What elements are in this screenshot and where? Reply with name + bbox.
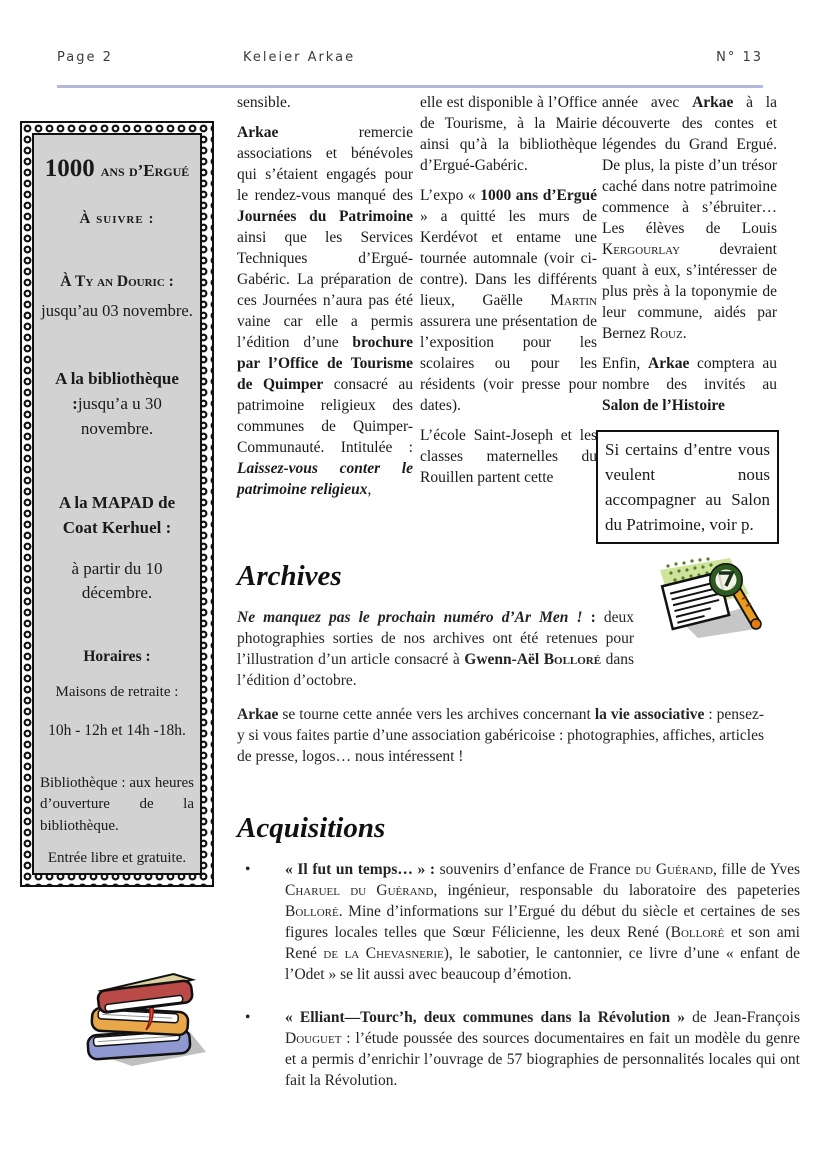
sidebar-douric-date: jusqu’au 03 novembre.: [41, 301, 193, 321]
sidebar-hours-value: 10h - 12h et 14h -18h.: [48, 722, 186, 740]
acquisitions-heading: Acquisitions: [237, 812, 386, 844]
acquisition-item-1: • « Il fut un temps… » : souvenirs d’enfance de France du Guérand, fille de Yves Charuel du Guérand, ingénieur, responsable du laboratoire des papeteries Bolloré. Mine d’informations sur l’Ergué du début du siècle et certaines de ses figures locales telles que Sœur Félicienne, les deux René (Bolloré et son ami René de la Chevasnerie), le sabotier, le cantonnier, ce livre d’une « enfant de l’Odet » se lit aussi avec beaucoup d’émotion.: [237, 859, 800, 985]
column3-paragraph-2: Enfin, Arkae comptera au nombre des invités au Salon de l’Histoire: [602, 355, 777, 414]
sidebar-library-entry: A la bibliothèque :jusqu’a u 30 novembre.: [55, 369, 179, 438]
article-column-3: [602, 92, 777, 544]
books-stack-clipart: [72, 960, 212, 1072]
sidebar-retirement-homes: Maisons de retraite :: [55, 684, 179, 701]
column2-paragraph-3: L’école Saint-Joseph et les classes maternelles du Rouillen partent cette: [420, 427, 597, 486]
archives-heading: Archives: [237, 560, 342, 592]
header-rule: [57, 85, 763, 88]
sidebar-subtitle: À suivre :: [79, 211, 155, 228]
acquisition-item-2: • « Elliant—Tourc’h, deux communes dans la Révolution » de Jean-François Douguet : l’étude poussée des sources documentaires en fait un modèle du genre et a permis d’enrichir l’ouvrage de 57 biographies de personnalités locales qui ont fait la Révolution.: [237, 1007, 800, 1091]
column2-paragraph-1: elle est disponible à l’Office de Tourisme, à la Mairie ainsi qu’à la bibliothèque d’Ergué-Gabéric.: [420, 94, 597, 174]
sidebar-mapad-date: à partir du 10 décembre.: [71, 558, 163, 603]
sidebar-title: [40, 151, 194, 187]
sidebar-mapad-title: A la MAPAD de Coat Kerhuel :: [58, 493, 176, 537]
sidebar-title-text: ans d’Ergué: [100, 161, 190, 180]
newsletter-title: Keleier Arkae: [243, 50, 356, 65]
column3-paragraph-1: année avec Arkae à la découverte des contes et légendes du Grand Ergué. De plus, la piste d’un trésor caché dans notre patrimoine commence à s’ébruiter… Les élèves de Louis Kergourlay devraient quant à eux, s’intéresser de plus près à la toponymie de leur commune, aidés par Bernez Rouz.: [602, 94, 777, 342]
salon-notice-box: Si certains d’entre vous veulent nous accompagner au Salon du Patrimoine, voir p.: [596, 430, 779, 544]
document-magnifier-clipart: [646, 554, 764, 642]
page-header: [0, 50, 818, 68]
sidebar-title-number: 1000: [44, 155, 95, 182]
sidebar-library-hours: Bibliothèque : aux heures d’ouverture de la bibliothèque.: [40, 774, 194, 835]
column1-paragraph-2: Arkae remercie associations et bénévoles qui s’étaient engagés pour le rendez-vous manqué des Journées du Patrimoine ainsi que les Services Techniques d’Ergué-Gabéric. La préparation de ces Journées n’aura pas été vaine car elle a permis l’édition d’une brochure par l’Office de Tourisme de Quimper consacré au patrimoine religieux des communes de Quimper-Communauté. Intitulée : Laissez-vous conter le patrimoine religieux,: [237, 124, 413, 498]
column2-paragraph-2: L’expo « 1000 ans d’Ergué » a quitté les murs de Kerdévot et entame une tournée automnale (voir ci-contre). Dans les différents lieux, Gaëlle Martin assurera une présentation de l’exposition pour les scolaires ou pour les résidents (voir presse pour dates).: [420, 187, 597, 414]
event-sidebar-content: [32, 133, 202, 875]
issue-number: N° 13: [716, 50, 763, 65]
article-column-1: [237, 92, 413, 509]
event-sidebar: [20, 121, 214, 887]
archives-paragraph-1: Ne manquez pas le prochain numéro d’Ar Men ! : deux photographies sorties de nos archives ont été retenues pour l’illustration d’un article consacré à Gwenn-Aël Bolloré dans l’édition d’octobre.: [237, 609, 635, 689]
acquisitions-section: [237, 812, 800, 1113]
sidebar-hours-title: Horaires :: [83, 647, 151, 665]
archives-section: [237, 560, 764, 780]
sidebar-free-entry: Entrée libre et gratuite.: [47, 849, 187, 866]
page-number: Page 2: [57, 50, 113, 65]
column1-paragraph-1: sensible.: [237, 94, 291, 111]
archives-paragraph-2: Arkae se tourne cette année vers les archives concernant la vie associative : pensez-y si vous faites partie d’une association gabéricoise : photographies, affiches, articles de presse, logos… nous intéressent !: [237, 706, 765, 765]
sidebar-douric-title: À Ty an Douric :: [60, 273, 174, 290]
article-column-2: [420, 92, 597, 497]
